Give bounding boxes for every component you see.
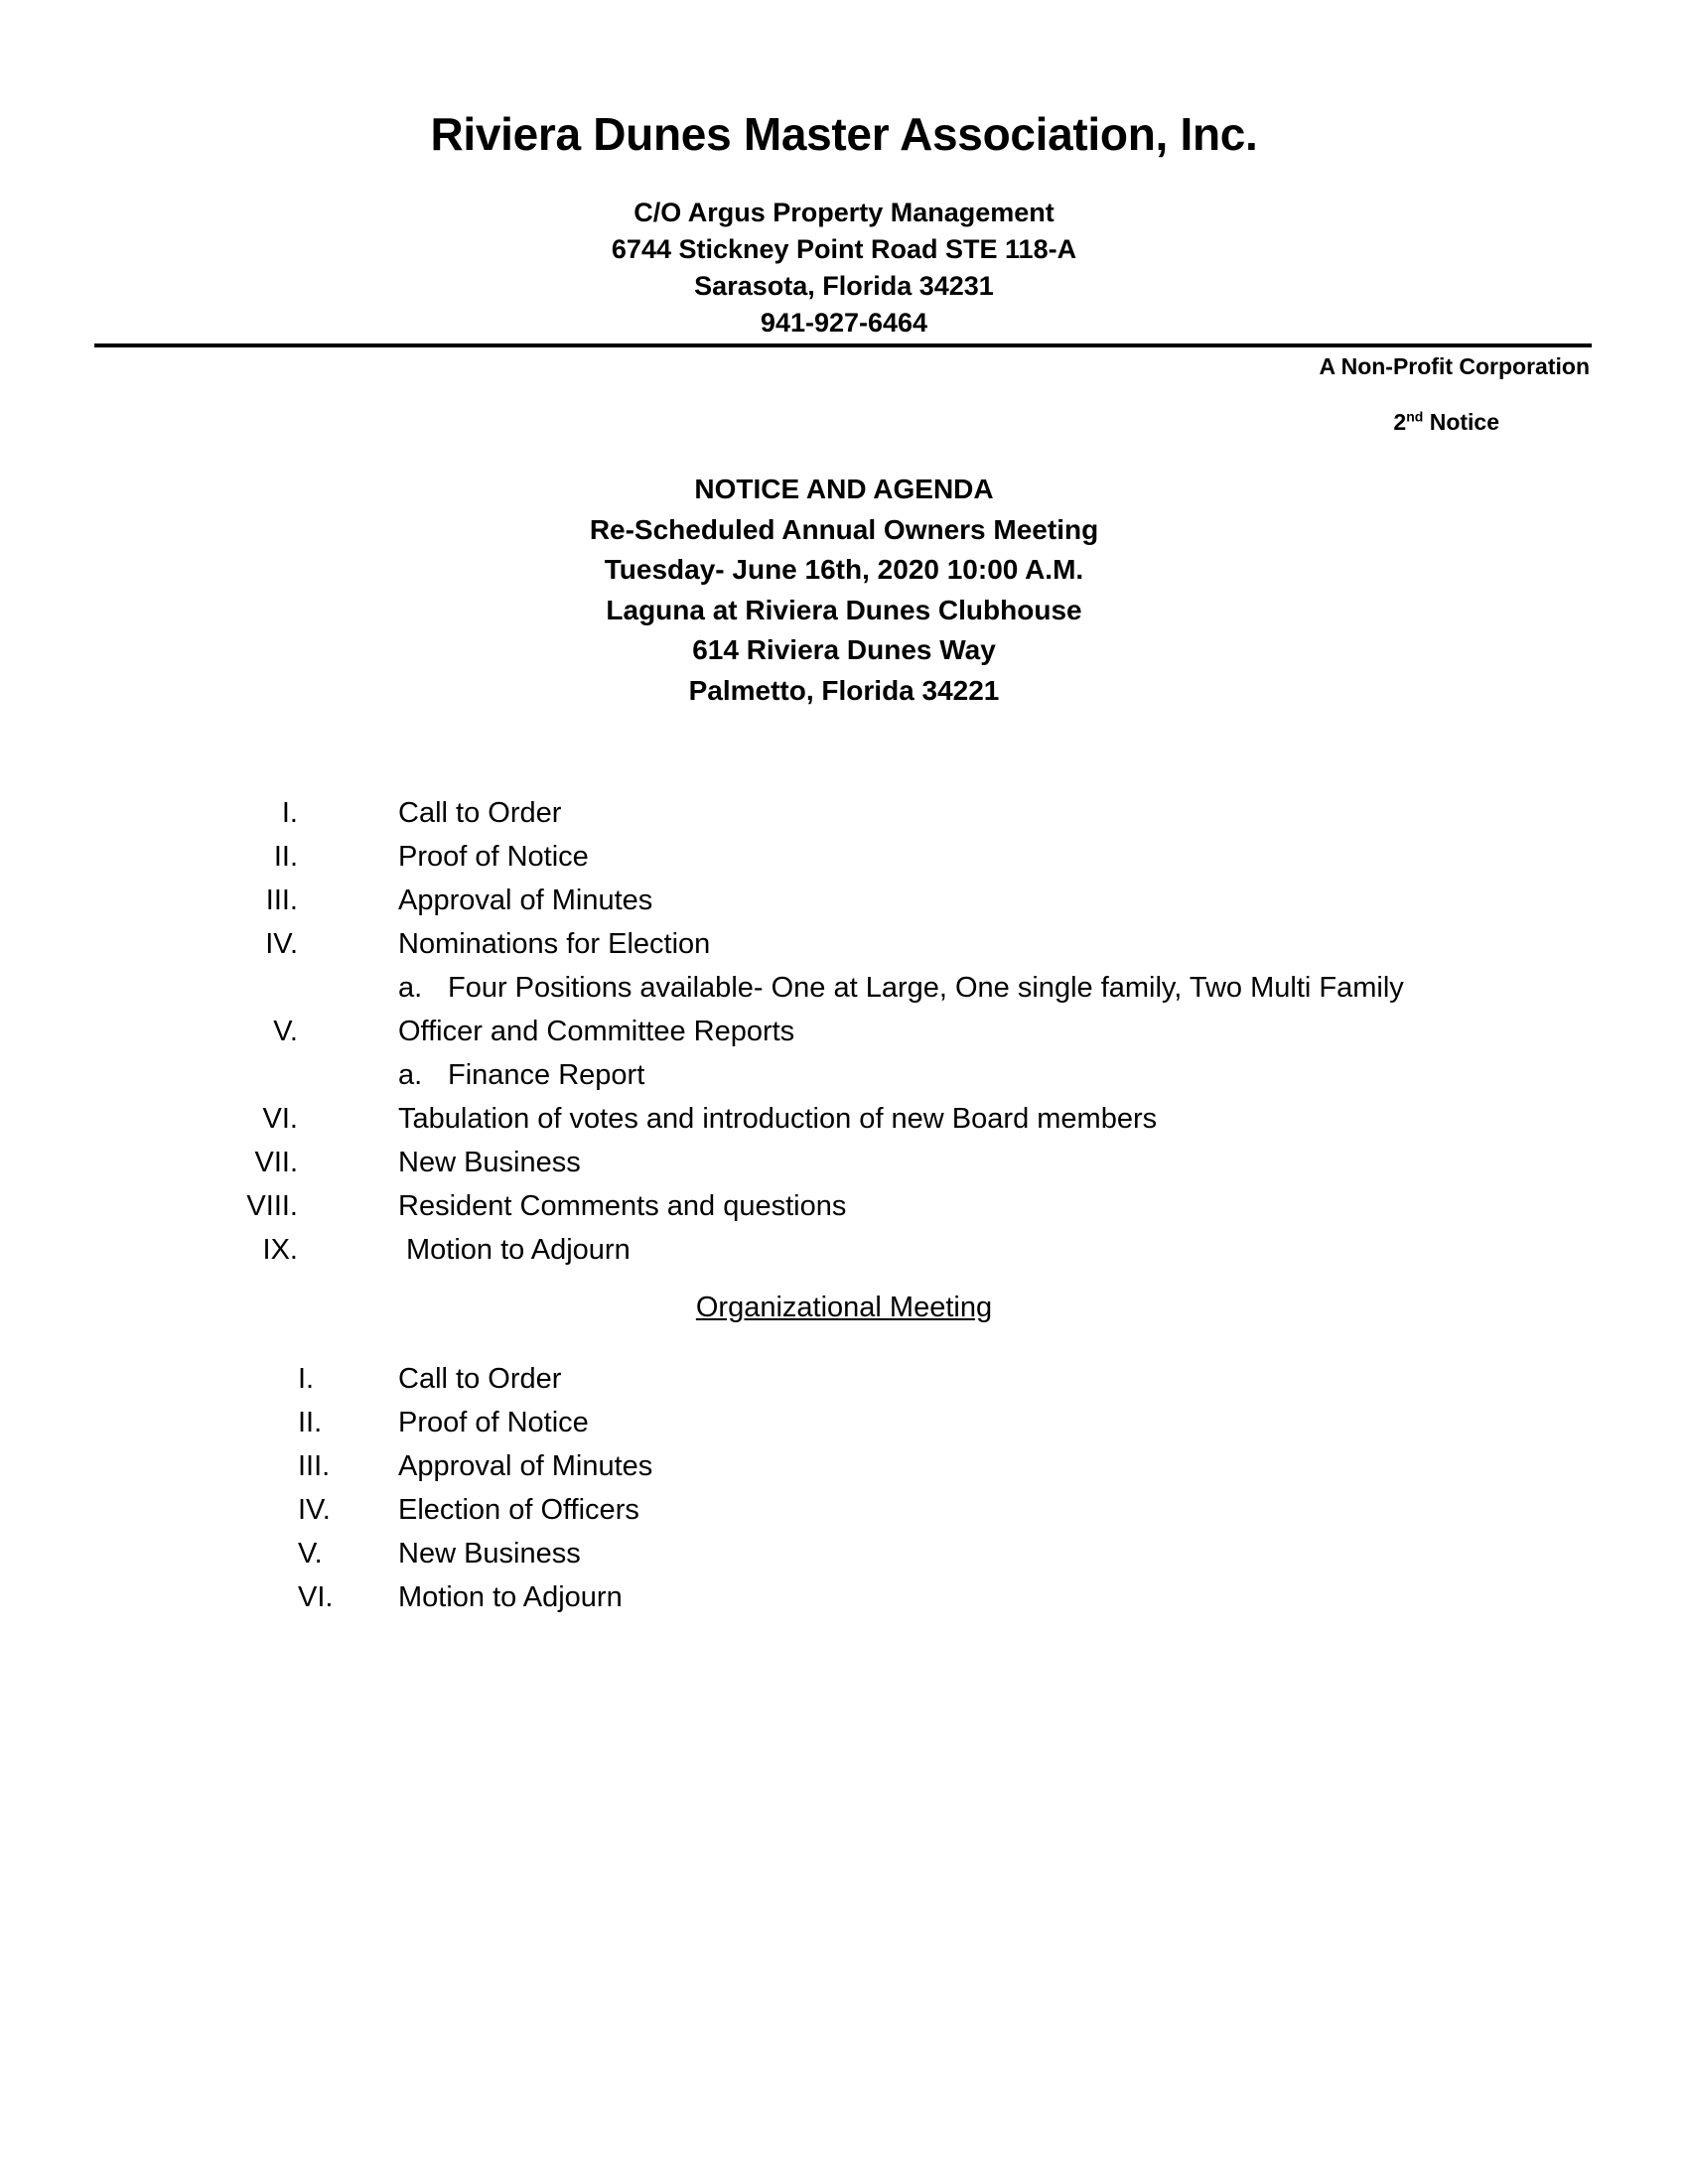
agenda-item-text: Tabulation of votes and introduction of new Board members — [398, 1103, 1158, 1135]
agenda-item-text: Proof of Notice — [398, 841, 589, 873]
agenda-item — [0, 1097, 1688, 1141]
meeting-city: Palmetto, Florida 34221 — [688, 674, 1000, 706]
agenda-item — [0, 1575, 1688, 1619]
agenda-item-text: Proof of Notice — [398, 1407, 589, 1438]
agenda-item-text: Motion to Adjourn — [406, 1234, 631, 1266]
address-line-care-of: C/O Argus Property Management — [633, 198, 1055, 227]
agenda-item — [0, 835, 1688, 879]
agenda-item — [0, 1444, 1688, 1488]
organizational-meeting-heading: Organizational Meeting — [695, 1292, 993, 1323]
agenda-subitem-text: Finance Report — [448, 1059, 645, 1091]
agenda-item — [0, 791, 1688, 835]
agenda-item — [0, 879, 1688, 922]
agenda-item-number: VIII. — [246, 1190, 298, 1222]
agenda-item — [0, 1532, 1688, 1575]
agenda-subitem-text: Four Positions available- One at Large, One single family, Two Multi Family — [448, 972, 1404, 1004]
agenda-item-text: Resident Comments and questions — [398, 1190, 847, 1222]
agenda-item — [0, 1184, 1688, 1228]
agenda-item-text: Approval of Minutes — [398, 1450, 653, 1482]
agenda-item — [0, 1357, 1688, 1401]
agenda-item — [0, 1228, 1688, 1272]
agenda-item-text: Approval of Minutes — [398, 885, 653, 916]
notice-number — [1393, 409, 1499, 436]
agenda-item-text: New Business — [398, 1538, 581, 1570]
notice-number-suffix: nd — [1406, 408, 1424, 425]
agenda-item-number: VI. — [262, 1103, 298, 1135]
agenda-item-text: Election of Officers — [398, 1494, 639, 1526]
agenda-item-number: III. — [298, 1450, 331, 1482]
organizational-meeting-agenda — [0, 1357, 1688, 1619]
agenda-item-number: II. — [298, 1407, 323, 1438]
meeting-venue: Laguna at Riviera Dunes Clubhouse — [606, 594, 1082, 625]
agenda-item-number: V. — [298, 1538, 323, 1570]
notice-number-label: Notice — [1423, 409, 1499, 435]
agenda-item-text: Motion to Adjourn — [398, 1581, 623, 1613]
address-block — [0, 195, 1688, 341]
meeting-details — [0, 470, 1688, 711]
agenda-item-number: I. — [298, 1363, 315, 1395]
agenda-subitem — [0, 1053, 1688, 1097]
meeting-type: Re-Scheduled Annual Owners Meeting — [589, 513, 1099, 545]
address-line-street: 6744 Stickney Point Road STE 118-A — [611, 234, 1077, 264]
agenda-item — [0, 1010, 1688, 1053]
agenda-subitem-letter: a. — [398, 1059, 423, 1091]
agenda-subitem — [0, 966, 1688, 1010]
agenda-subitem-letter: a. — [398, 972, 423, 1004]
agenda-item — [0, 1401, 1688, 1444]
agenda-item-text: Call to Order — [398, 797, 562, 829]
agenda-item-number: IV. — [298, 1494, 331, 1526]
agenda-item-number: VI. — [298, 1581, 334, 1613]
agenda-item-number: II. — [273, 841, 298, 873]
notice-number-value: 2 — [1393, 409, 1407, 435]
agenda-item-number: III. — [265, 885, 298, 916]
agenda-item-number: VII. — [254, 1147, 298, 1178]
agenda-item-text: Call to Order — [398, 1363, 562, 1395]
meeting-title: NOTICE AND AGENDA — [694, 474, 994, 504]
agenda-item — [0, 1141, 1688, 1184]
corporation-type: A Non-Profit Corporation — [1319, 353, 1590, 379]
agenda-item-number: I. — [281, 797, 298, 829]
header-divider — [94, 343, 1592, 347]
agenda-item-text: Officer and Committee Reports — [398, 1016, 795, 1047]
meeting-date-time: Tuesday- June 16th, 2020 10:00 A.M. — [604, 554, 1084, 585]
agenda-item-number: IV. — [265, 928, 298, 960]
meeting-street: 614 Riviera Dunes Way — [692, 634, 996, 665]
agenda-item-number: V. — [273, 1016, 298, 1047]
organization-name: Riviera Dunes Master Association, Inc. — [430, 108, 1258, 160]
agenda-item-number: IX. — [262, 1234, 298, 1266]
agenda-item-text: New Business — [398, 1147, 581, 1178]
annual-meeting-agenda — [0, 791, 1688, 1272]
address-line-city: Sarasota, Florida 34231 — [694, 271, 994, 301]
agenda-item-text: Nominations for Election — [398, 928, 711, 960]
agenda-item — [0, 922, 1688, 966]
agenda-item — [0, 1488, 1688, 1532]
address-line-phone: 941-927-6464 — [760, 308, 928, 338]
